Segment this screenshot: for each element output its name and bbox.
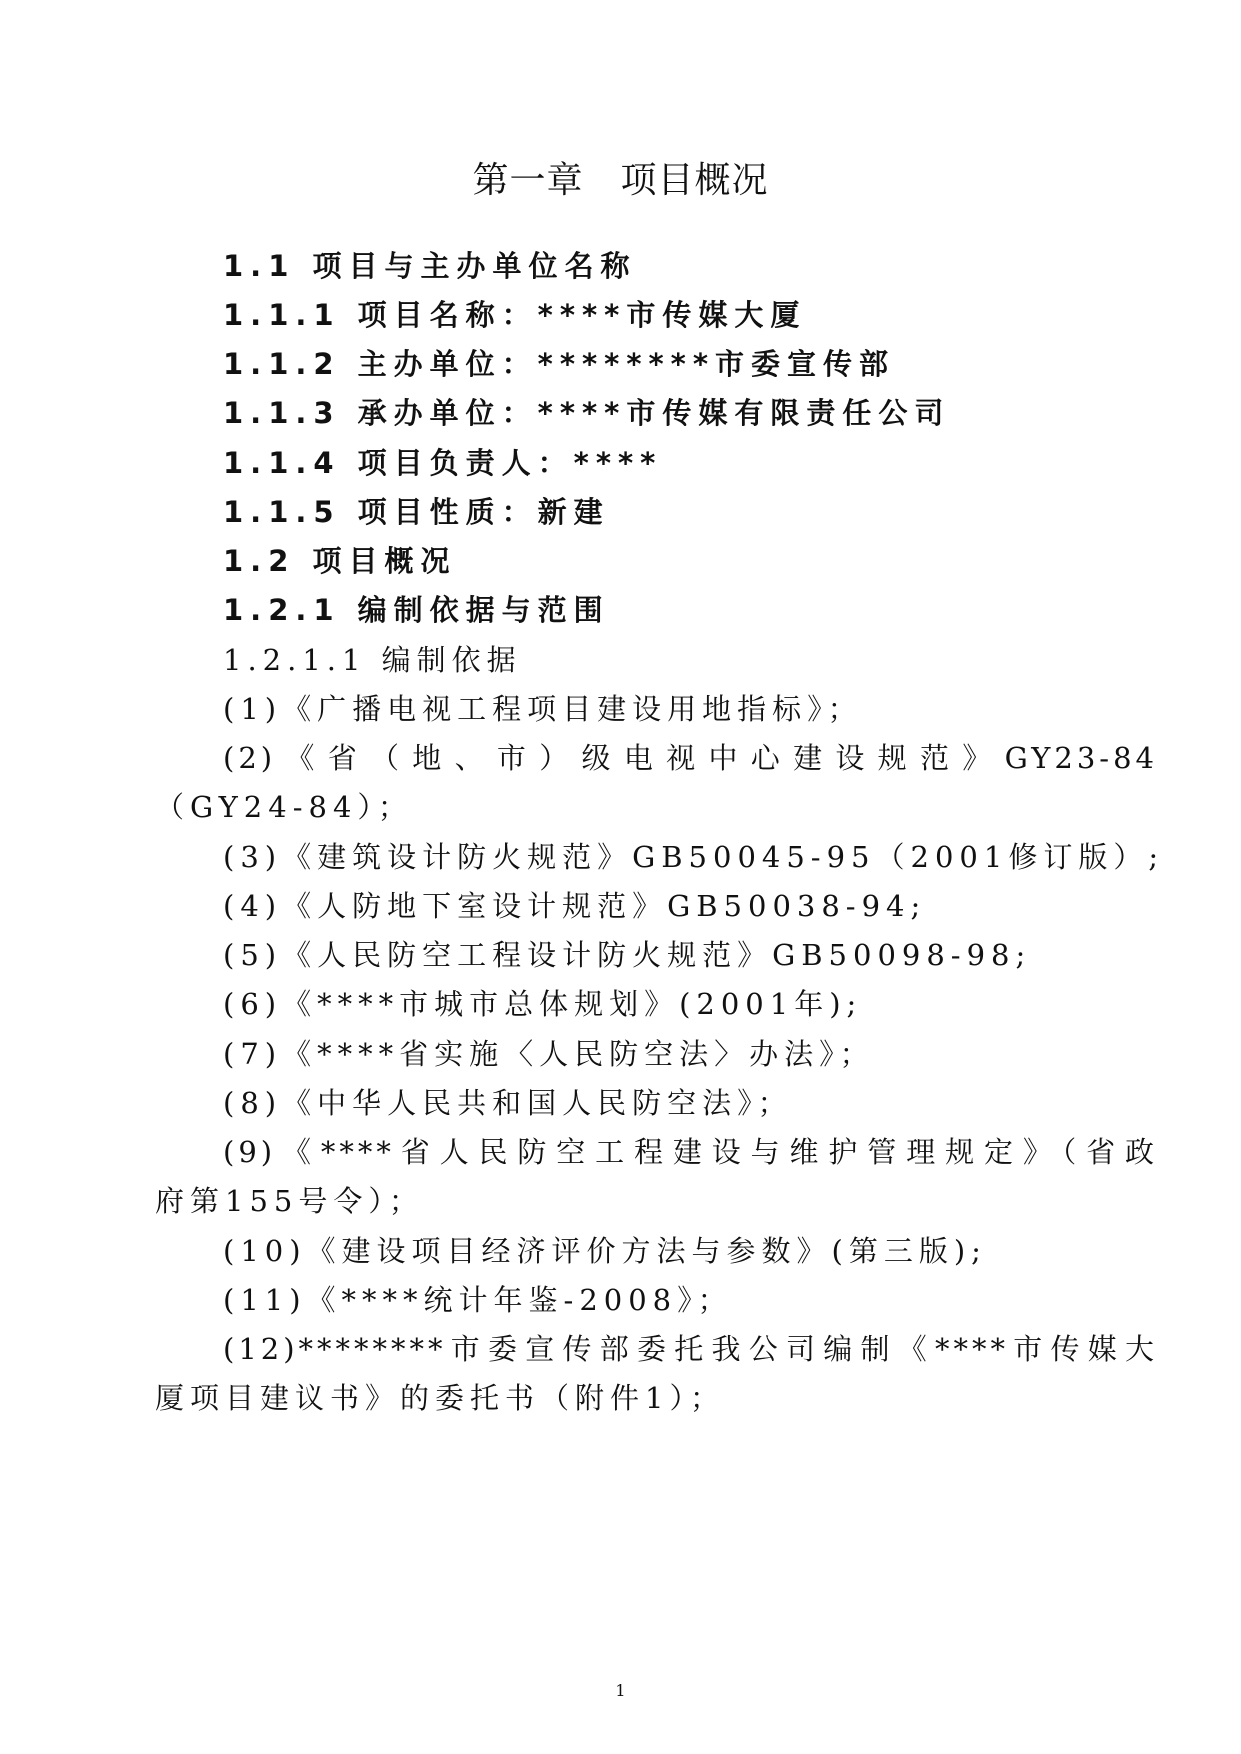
subsubsection-heading: 1.2.1.1 编制依据 [223, 643, 522, 677]
reference-item-5: (5)《人民防空工程设计防火规范》GB50098-98; [223, 938, 1032, 972]
section-heading-1-1: 1.1 项目与主办单位名称 [223, 249, 637, 283]
reference-item-2-cont: （GY24-84）； [155, 790, 413, 824]
reference-item-9: (9)《****省人民防空工程建设与维护管理规定》（省政 [223, 1135, 1158, 1169]
section-heading-1-2: 1.2 项目概况 [223, 544, 457, 578]
item-undertaking-unit: 1.1.3 承办单位：****市传媒有限责任公司 [223, 396, 951, 430]
subsection-heading-1-2-1: 1.2.1 编制依据与范围 [223, 593, 610, 627]
item-project-leader: 1.1.4 项目负责人：**** [223, 446, 663, 480]
item-project-nature: 1.1.5 项目性质：新建 [223, 495, 610, 529]
reference-item-2: (2)《省（地、市）级电视中心建设规范》GY23-84 [223, 741, 1158, 775]
chapter-title: 第一章 项目概况 [472, 160, 769, 201]
item-project-name: 1.1.1 项目名称：****市传媒大厦 [223, 298, 807, 332]
item-host-unit: 1.1.2 主办单位：********市委宣传部 [223, 347, 895, 381]
reference-item-3: (3)《建筑设计防火规范》GB50045-95（2001修订版）; [223, 840, 1165, 874]
page-number: 1 [615, 1681, 626, 1700]
reference-item-4: (4)《人防地下室设计规范》GB50038-94; [223, 889, 927, 923]
reference-item-11: (11)《****统计年鉴-2008》； [223, 1283, 733, 1317]
reference-item-6: (6)《****市城市总体规划》(2001年); [223, 987, 863, 1021]
reference-item-9-cont: 府第155号令）； [155, 1184, 424, 1218]
reference-item-12: (12)********市委宣传部委托我公司编制《****市传媒大 [223, 1332, 1158, 1366]
reference-item-7: (7)《****省实施〈人民防空法〉办法》； [223, 1037, 875, 1071]
reference-item-12-cont: 厦项目建议书》的委托书（附件1）； [155, 1381, 725, 1415]
reference-item-10: (10)《建设项目经济评价方法与参数》(第三版); [223, 1234, 987, 1268]
reference-item-1: (1)《广播电视工程项目建设用地指标》； [223, 692, 863, 726]
reference-item-8: (8)《中华人民共和国人民防空法》； [223, 1086, 793, 1120]
